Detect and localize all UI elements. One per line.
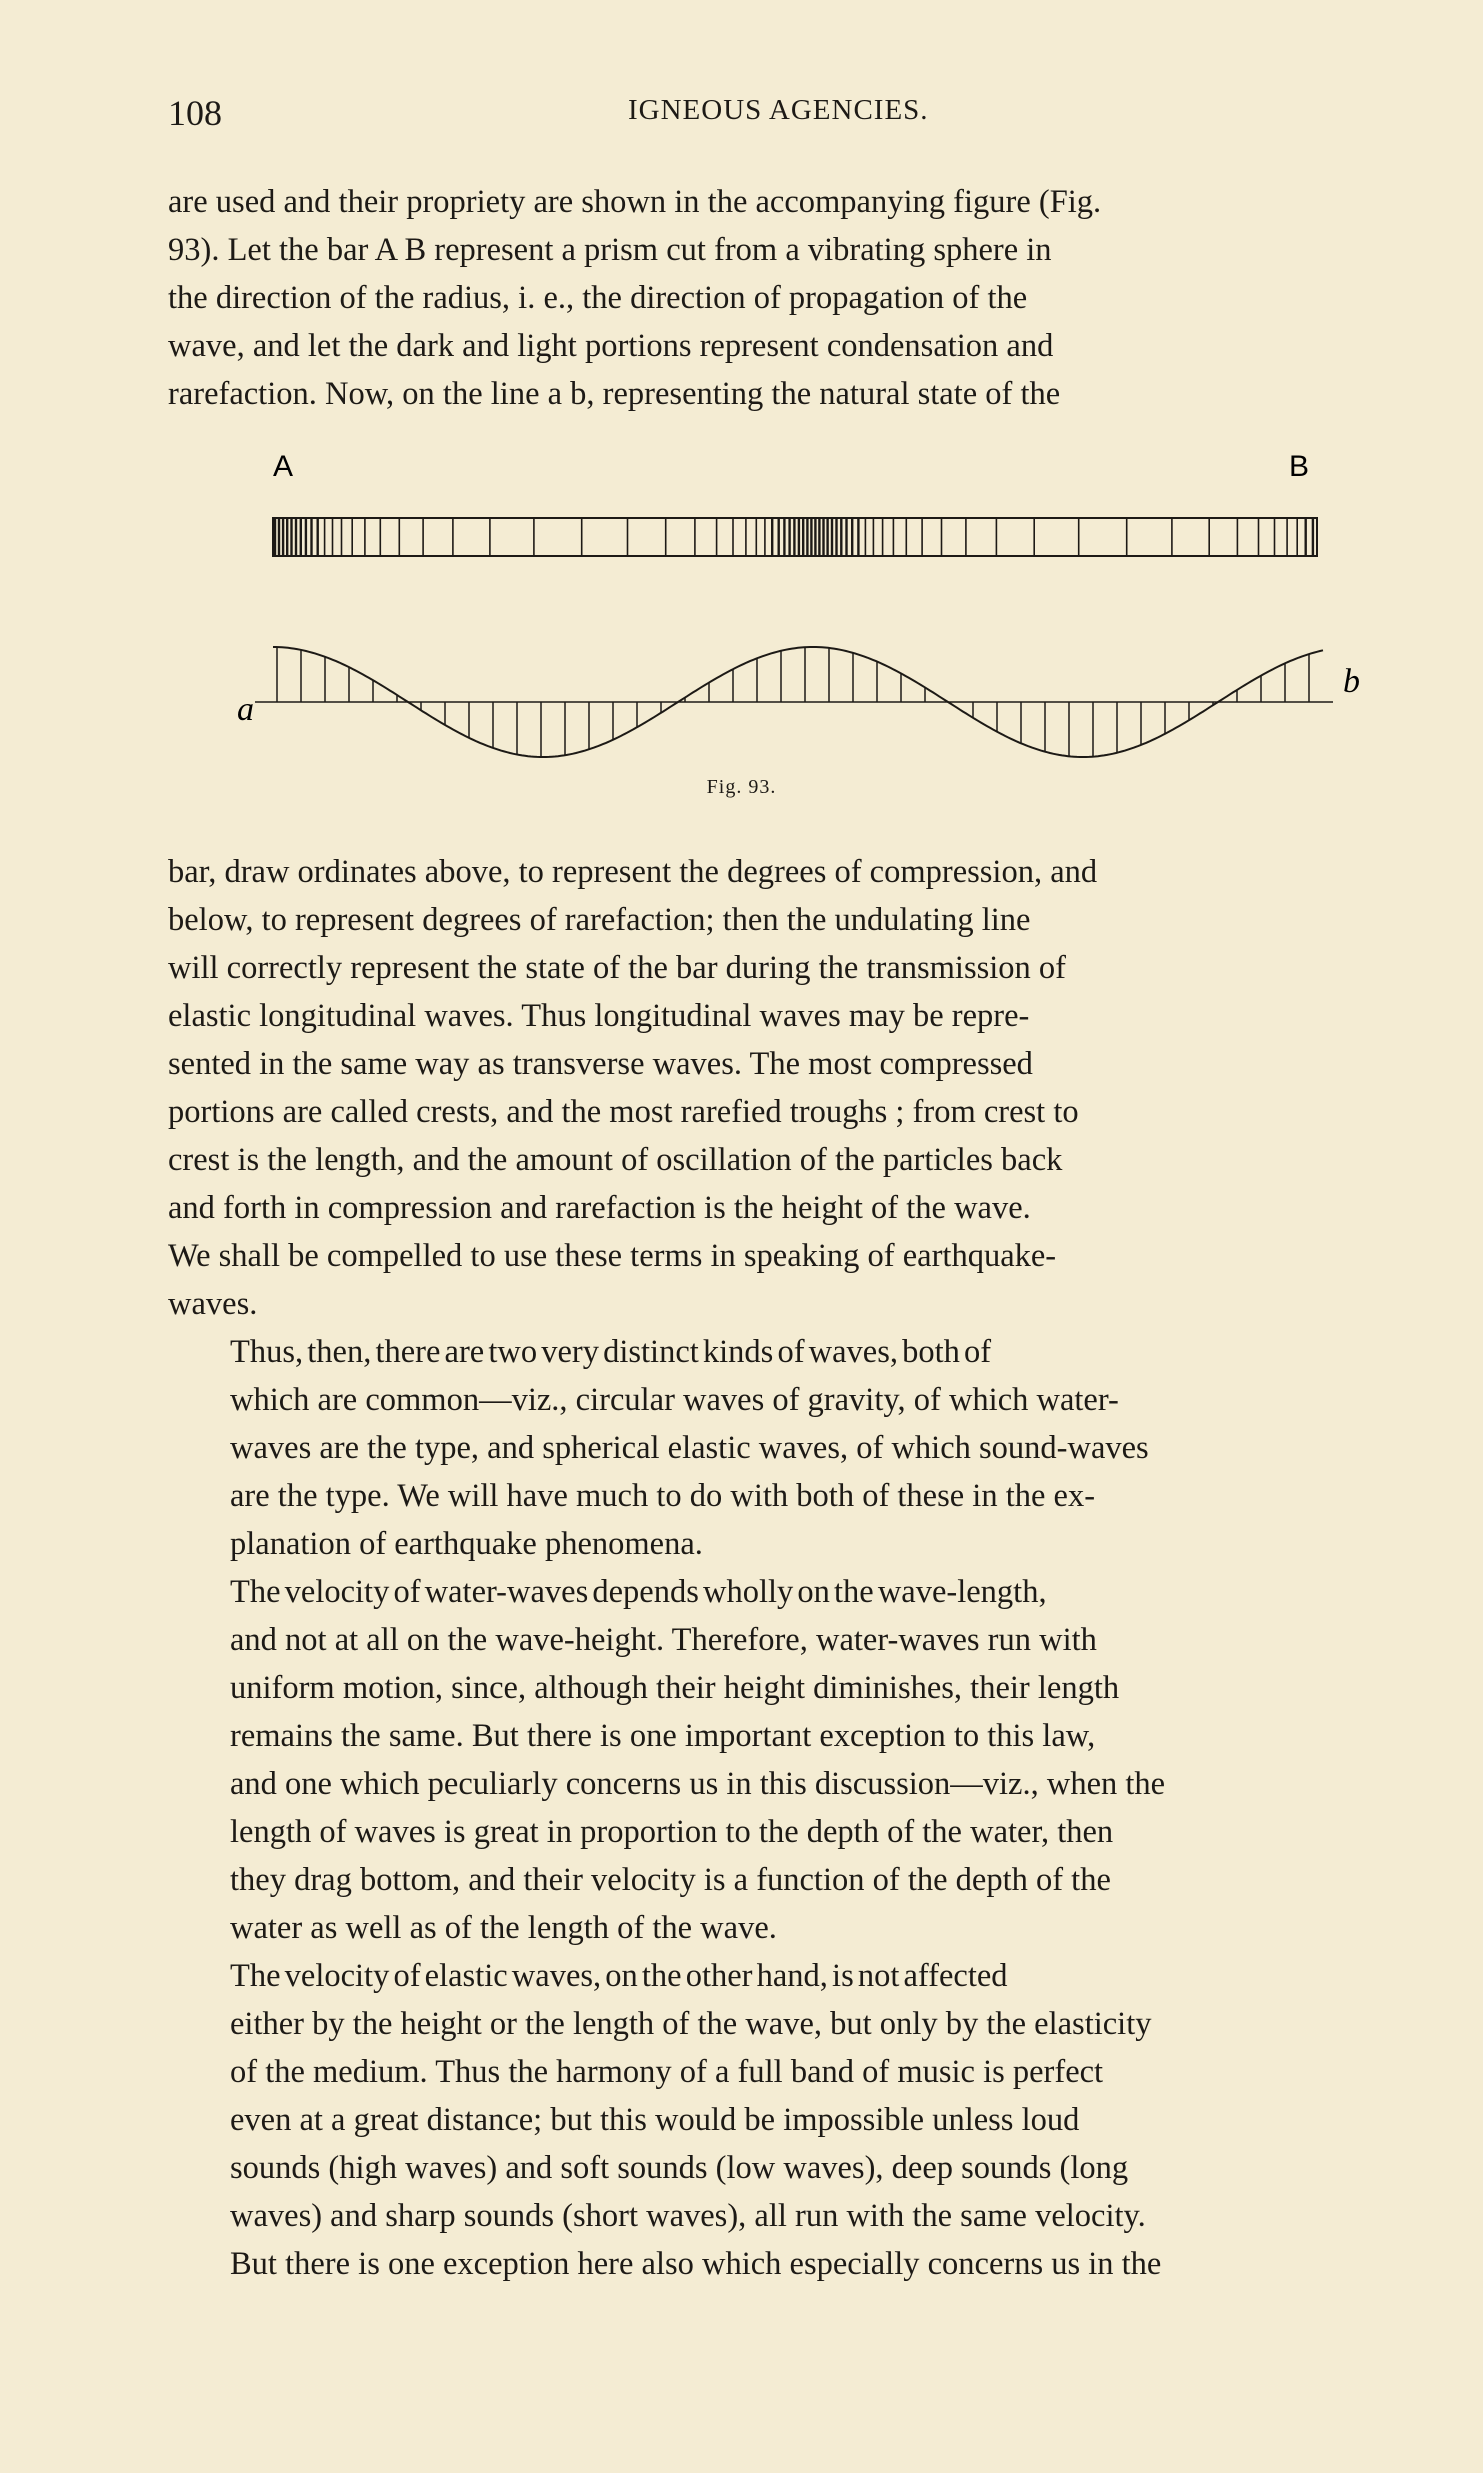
text-line: The velocity of elastic waves, on the other hand, is not affected bbox=[230, 1958, 1008, 1994]
label-b: b bbox=[1343, 663, 1360, 700]
text-line: are the type. We will have much to do with both of these in the ex- bbox=[230, 1478, 1096, 1514]
text-line: and forth in compression and rarefaction is the height of the wave. bbox=[168, 1190, 1031, 1226]
text-line: uniform motion, since, although their height diminishes, their length bbox=[230, 1670, 1120, 1706]
running-head: IGNEOUS AGENCIES. bbox=[628, 94, 929, 126]
text-line: Thus, then, there are two very distinct kinds of waves, both of bbox=[230, 1334, 992, 1370]
text-line: the direction of the radius, i. e., the direction of propagation of the bbox=[168, 280, 1028, 316]
text-line: of the medium. Thus the harmony of a full band of music is perfect bbox=[230, 2054, 1104, 2090]
text-line: and one which peculiarly concerns us in this discussion—viz., when the bbox=[230, 1766, 1166, 1802]
label-A: A bbox=[273, 450, 294, 483]
text-line: elastic longitudinal waves. Thus longitudinal waves may be repre- bbox=[168, 998, 1030, 1034]
text-line: portions are called crests, and the most rarefied troughs ; from crest to bbox=[168, 1094, 1079, 1130]
text-line: length of waves is great in proportion to the depth of the water, then bbox=[230, 1814, 1114, 1850]
paragraph bbox=[168, 1568, 1423, 1952]
label-a: a bbox=[237, 691, 254, 728]
text-line: sounds (high waves) and soft sounds (low waves), deep sounds (long bbox=[230, 2150, 1129, 2186]
text-line: will correctly represent the state of the bar during the transmission of bbox=[168, 950, 1066, 986]
paragraph bbox=[168, 1952, 1423, 2288]
text-line: are used and their propriety are shown in the accompanying figure (Fig. bbox=[168, 184, 1102, 220]
bar-AB bbox=[273, 518, 1317, 556]
text-line: they drag bottom, and their velocity is a function of the depth of the bbox=[230, 1862, 1111, 1898]
text-line: water as well as of the length of the wave. bbox=[230, 1910, 777, 1946]
text-line: planation of earthquake phenomena. bbox=[230, 1526, 703, 1562]
figure-caption: Fig. 93. bbox=[706, 776, 777, 798]
text-line: either by the height or the length of the wave, but only by the elasticity bbox=[230, 2006, 1152, 2042]
text-line: crest is the length, and the amount of oscillation of the particles back bbox=[168, 1142, 1063, 1178]
paragraph bbox=[168, 848, 1423, 1328]
intro-text bbox=[168, 178, 1423, 418]
body-text bbox=[168, 848, 1423, 2288]
text-line: We shall be compelled to use these terms in speaking of earthquake- bbox=[168, 1238, 1057, 1274]
text-line: waves are the type, and spherical elastic waves, of which sound-waves bbox=[230, 1430, 1149, 1466]
text-line: sented in the same way as transverse waves. The most compressed bbox=[168, 1046, 1033, 1082]
text-line: wave, and let the dark and light portions represent condensation and bbox=[168, 328, 1054, 364]
text-line: The velocity of water-waves depends wholly on the wave-length, bbox=[230, 1574, 1047, 1610]
text-line: remains the same. But there is one important exception to this law, bbox=[230, 1718, 1096, 1754]
text-line: even at a great distance; but this would be impossible unless loud bbox=[230, 2102, 1080, 2138]
text-line: 93). Let the bar A B represent a prism cut from a vibrating sphere in bbox=[168, 232, 1052, 268]
page-header bbox=[168, 92, 1423, 140]
paragraph bbox=[168, 1328, 1423, 1568]
text-line: below, to represent degrees of rarefaction; then the undulating line bbox=[168, 902, 1031, 938]
text-line: which are common—viz., circular waves of gravity, of which water- bbox=[230, 1382, 1119, 1418]
page-number: 108 bbox=[168, 93, 222, 133]
wave-diagram bbox=[255, 647, 1333, 757]
text-line: rarefaction. Now, on the line a b, representing the natural state of the bbox=[168, 376, 1061, 412]
text-line: and not at all on the wave-height. Therefore, water-waves run with bbox=[230, 1622, 1097, 1658]
intro-paragraph bbox=[168, 178, 1423, 418]
text-line: waves) and sharp sounds (short waves), all run with the same velocity. bbox=[230, 2198, 1146, 2234]
text-line: bar, draw ordinates above, to represent the degrees of compression, and bbox=[168, 854, 1098, 890]
label-B: B bbox=[1289, 450, 1310, 483]
text-line: But there is one exception here also which especially concerns us in the bbox=[230, 2246, 1162, 2282]
text-line: waves. bbox=[168, 1286, 258, 1322]
figure-93 bbox=[225, 450, 1360, 772]
